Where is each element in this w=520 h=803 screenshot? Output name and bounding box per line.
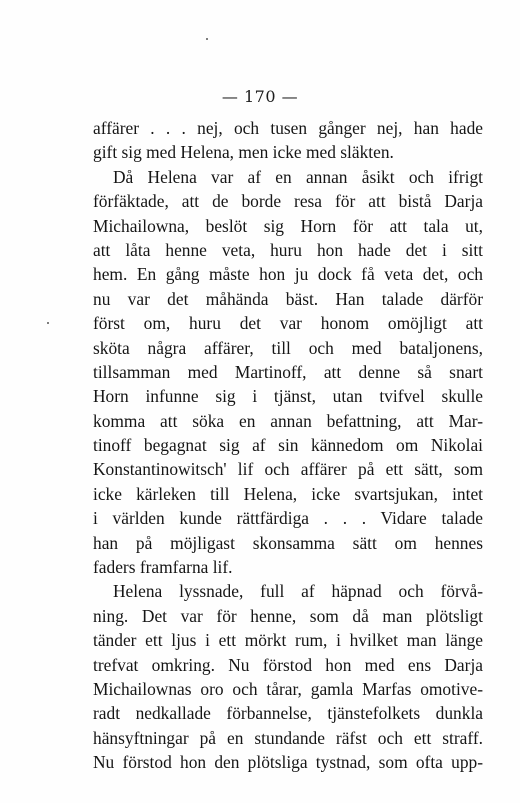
text-line: hem. En gång måste hon ju dock få veta det, och bbox=[93, 264, 483, 285]
text-line: Michailownas oro och tårar, gamla Marfas omotive- bbox=[93, 678, 483, 699]
text-line: Michailowna, beslöt sig Horn för att tala ut, bbox=[93, 215, 483, 236]
text-line: sköta några affärer, till och med bataljonens, bbox=[93, 337, 483, 358]
text-line: affärer . . . nej, och tusen gånger nej, han hade bbox=[93, 118, 483, 138]
text-line: ning. Det var för henne, som då man plötsligt bbox=[93, 605, 483, 626]
text-line: tillsamman med Martinoff, att denne så snart bbox=[93, 361, 483, 382]
text-line: han på möjligast skonsamma sätt om hennes bbox=[93, 532, 483, 553]
text-line: icke kärleken till Helena, icke svartsjukan, intet bbox=[93, 483, 483, 504]
text-line: Då Helena var af en annan åsikt och ifrigt bbox=[113, 166, 483, 187]
text-line: faders framfarna lif. bbox=[93, 557, 233, 578]
text-line: Nu förstod hon den plötsliga tystnad, som ofta upp- bbox=[93, 752, 483, 773]
text-line: Helena lyssnade, full af häpnad och förvå- bbox=[113, 581, 483, 602]
text-line: tinoff begagnat sig af sin kännedom om Nikolai bbox=[93, 435, 483, 456]
paper-speck bbox=[206, 38, 208, 40]
text-line: i världen kunde rättfärdiga . . . Vidare talade bbox=[93, 508, 483, 529]
text-line: komma att söka en annan befattning, att Mar- bbox=[93, 410, 483, 431]
page-number: — 170 — bbox=[221, 87, 299, 106]
text-line: tänder ett ljus i ett mörkt rum, i hvilket man länge bbox=[93, 630, 483, 651]
text-line: först om, huru det var honom omöjligt att bbox=[93, 313, 483, 334]
body-text bbox=[93, 116, 483, 775]
text-line: att låta henne veta, huru hon hade det i sitt bbox=[93, 239, 483, 260]
text-line: radt nedkallade förbannelse, tjänstefolkets dunkla bbox=[93, 703, 483, 724]
paper-speck bbox=[47, 322, 49, 324]
text-line: nu var det måhända bäst. Han talade därför bbox=[93, 288, 483, 309]
text-line: förfäktade, att de borde resa för att bistå Darja bbox=[93, 191, 483, 212]
text-line: Horn infunne sig i tjänst, utan tvifvel skulle bbox=[93, 386, 483, 407]
text-line: Konstantinowitsch' lif och affärer på ett sätt, som bbox=[93, 459, 483, 480]
text-line: trefvat omkring. Nu förstod hon med ens Darja bbox=[93, 654, 483, 675]
text-line: gift sig med Helena, men icke med släkten. bbox=[93, 142, 394, 163]
text-line: hänsyftningar på en stundande räfst och ett straff. bbox=[93, 727, 483, 748]
